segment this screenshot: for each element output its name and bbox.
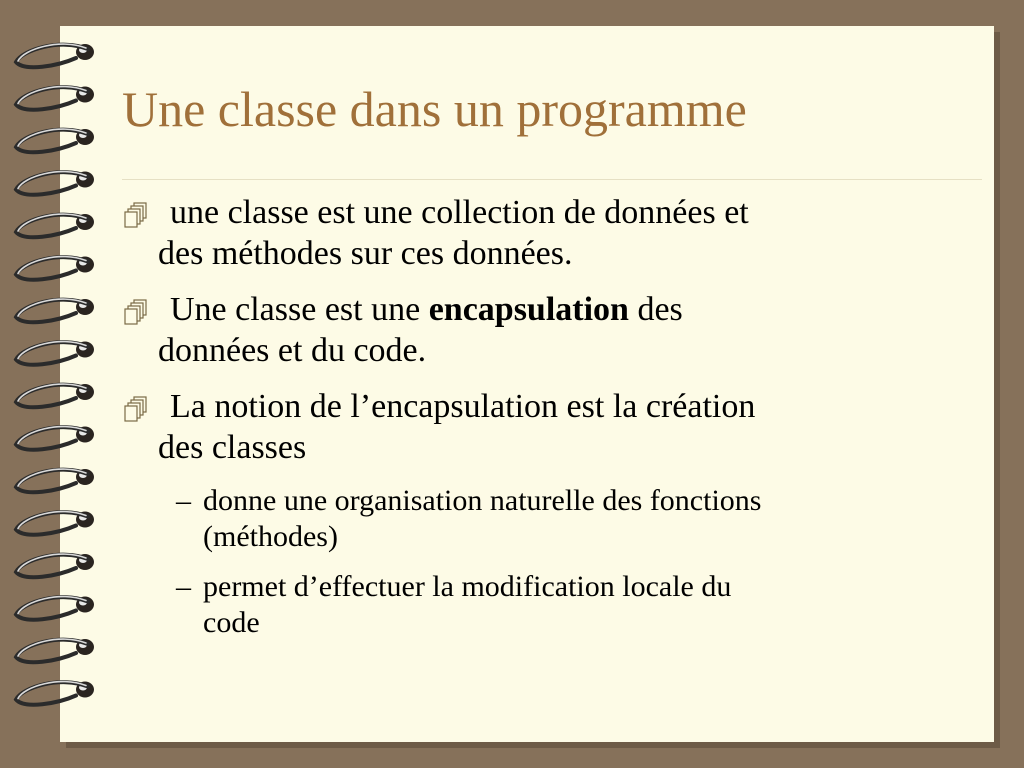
binding-ring: [16, 299, 94, 322]
dash-marker: –: [176, 570, 191, 603]
slide-title: Une classe dans un programme: [122, 81, 747, 137]
notepad-stack-icon: [122, 396, 152, 422]
binding-ring: [16, 554, 94, 577]
binding-ring: [16, 427, 94, 450]
title-divider: [122, 179, 982, 180]
binding-ring: [16, 129, 94, 152]
bullet-text-line: La notion de l’encapsulation est la création: [170, 388, 756, 425]
sub-item-1: [120, 483, 970, 555]
emphasized-term: encapsulation: [428, 291, 629, 328]
dash-marker: –: [176, 484, 191, 517]
binding-ring: [16, 512, 94, 535]
sub-item-text-line: code: [203, 606, 260, 639]
bullet-text-line: une classe est une collection de données et: [170, 194, 749, 231]
sub-item-2: [120, 569, 970, 641]
binding-ring: [16, 384, 94, 407]
binding-ring: [16, 257, 94, 280]
binding-ring: [16, 639, 94, 662]
binding-ring: [16, 214, 94, 237]
binding-ring: [16, 87, 94, 110]
notepad-stack-icon: [122, 299, 152, 325]
notepad-stack-icon: [122, 202, 152, 228]
sub-item-text-line: (méthodes): [203, 520, 338, 553]
binding-ring: [16, 172, 94, 195]
binding-ring: [16, 342, 94, 365]
bullet-text-line: données et du code.: [158, 332, 427, 369]
binding-ring: [16, 597, 94, 620]
binding-ring: [16, 682, 94, 705]
binding-ring: [16, 44, 94, 67]
bullet-item-1: [120, 192, 970, 274]
spiral-binding: [0, 0, 110, 768]
sub-item-text-line: permet d’effectuer la modification locale du: [203, 570, 732, 603]
bullet-text-line: des classes: [158, 429, 307, 466]
bullet-item-2: [120, 289, 970, 371]
bullet-text-line: Une classe est une: [170, 291, 421, 328]
bullet-item-3: [120, 386, 970, 468]
slide-content: [120, 192, 970, 655]
bullet-text-line: des: [637, 291, 683, 328]
sub-item-text-line: donne une organisation naturelle des fonctions: [203, 484, 762, 517]
binding-ring: [16, 469, 94, 492]
bullet-text-line: des méthodes sur ces données.: [158, 235, 573, 272]
